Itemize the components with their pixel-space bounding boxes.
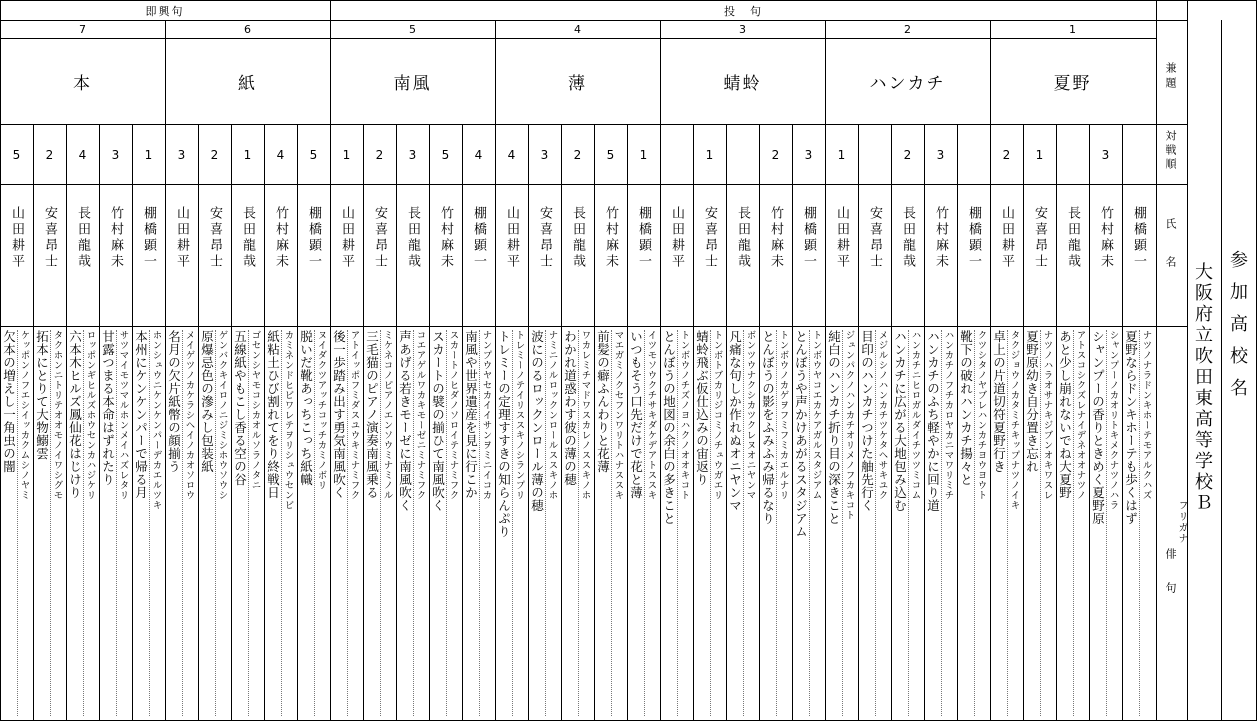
member-name: 安喜昂士 xyxy=(207,206,222,270)
haiku-furigana: ゲンバクキイロノニジミシホウソウシ xyxy=(216,330,228,500)
member-name: 山田耕平 xyxy=(339,206,354,270)
haiku-furigana-divider xyxy=(149,330,150,716)
member-name: 竹村麻未 xyxy=(438,206,453,270)
kendai-title: 紙 xyxy=(238,74,257,94)
haiku-furigana-divider xyxy=(842,330,843,716)
entry-divider xyxy=(594,124,595,720)
haiku-text: とんぼうの地図の余白の多きこと xyxy=(661,330,677,525)
bout-order: 2 xyxy=(903,147,912,162)
haiku-text: 五線紙やもこし香る空の谷 xyxy=(232,330,248,486)
entry-divider xyxy=(1089,124,1090,720)
haiku-furigana: ロッポンギヒルズホウセンカハジケリ xyxy=(84,330,96,500)
haiku-text: 三毛猫のピアノ演奏南風乗る xyxy=(364,330,380,499)
member-name: 山田耕平 xyxy=(504,206,519,270)
bout-order: 5 xyxy=(12,147,21,162)
member-name: 棚橋顕一 xyxy=(1131,206,1146,270)
bout-order: 1 xyxy=(837,147,846,162)
haiku-furigana-divider xyxy=(281,330,282,716)
haiku-furigana-divider xyxy=(314,330,315,716)
haiku-text: 蜻蛉飛ぶ仮仕込みの宙返り xyxy=(694,330,710,486)
haiku-text: いつもそう口先だけで花と薄 xyxy=(628,330,644,499)
bout-order: 1 xyxy=(243,147,252,162)
member-name: 安喜昂士 xyxy=(42,206,57,270)
member-name: 棚橋顕一 xyxy=(636,206,651,270)
bout-order: 2 xyxy=(1002,147,1011,162)
haiku-furigana-divider xyxy=(1106,330,1107,716)
haiku-label: 俳 句 xyxy=(1164,548,1177,599)
haiku-text: わかれ道惑わす彼の薄の穂 xyxy=(562,330,578,486)
member-name: 安喜昂士 xyxy=(867,206,882,270)
haiku-furigana-divider xyxy=(1139,330,1140,716)
label-column-right-border xyxy=(1187,0,1188,721)
label-order-border xyxy=(1156,184,1187,185)
haiku-text: 波にのるロックンロール薄の穂 xyxy=(529,330,545,512)
haiku-text: あと少し崩れないでね大夏野 xyxy=(1057,330,1073,499)
haiku-furigana-divider xyxy=(413,330,414,716)
haiku-furigana: ミケネコノピアノエンソウミナミノル xyxy=(381,330,393,500)
haiku-furigana-divider xyxy=(83,330,84,716)
furigana-label: フリガナ xyxy=(1176,500,1187,544)
haiku-furigana: トンボトブカリジコミノチュウガエリ xyxy=(711,330,723,500)
entry-divider xyxy=(1056,124,1057,720)
member-name: 安喜昂士 xyxy=(1032,206,1047,270)
haiku-text: 卓上の片道切符夏野行き xyxy=(991,330,1007,473)
entry-divider xyxy=(396,124,397,720)
name-label: 氏 名 xyxy=(1164,218,1177,275)
bout-order: 2 xyxy=(375,147,384,162)
haiku-furigana-divider xyxy=(182,330,183,716)
member-name: 棚橋顕一 xyxy=(801,206,816,270)
entry-divider xyxy=(132,124,133,720)
haiku-furigana: ケッポンノフエシイッカクムシノヤミ xyxy=(18,330,30,500)
haiku-furigana: メジルシノハンカチツケタヘサキユク xyxy=(876,330,888,500)
kendai-title: 薄 xyxy=(568,74,587,94)
entry-divider xyxy=(792,124,793,720)
section-number: 3 xyxy=(739,23,746,36)
kendai-label: 兼題 xyxy=(1164,62,1177,92)
haiku-furigana: スカートノヒダノソロイテミナミフク xyxy=(447,330,459,500)
section-number: 7 xyxy=(79,23,86,36)
haiku-furigana: ヌイダクツアッチコッチカミノボリ xyxy=(315,330,327,490)
haiku-text: 拓本にとりて大物鰯雲 xyxy=(34,330,50,460)
section-number: 4 xyxy=(574,23,581,36)
haiku-furigana: ワカレミチマドワスカレノススキノホ xyxy=(579,330,591,500)
member-name: 竹村麻未 xyxy=(108,206,123,270)
member-name: 長田龍哉 xyxy=(1065,206,1080,270)
bout-order: 1 xyxy=(1035,147,1044,162)
entry-divider xyxy=(1122,124,1123,720)
bout-order: 3 xyxy=(177,147,186,162)
entry-divider xyxy=(99,124,100,720)
haiku-furigana: トンボウヤコエカケアガルスタジアム xyxy=(810,330,822,500)
entry-divider xyxy=(726,124,727,720)
haiku-furigana-divider xyxy=(512,330,513,716)
member-name: 竹村麻未 xyxy=(273,206,288,270)
haiku-furigana: メイゲツノカケラシヘイノカオソロウ xyxy=(183,330,195,500)
kendai-title: ハンカチ xyxy=(869,74,946,94)
kendai-title: 本 xyxy=(73,74,92,94)
member-name: 長田龍哉 xyxy=(240,206,255,270)
label-name-border xyxy=(1156,326,1187,327)
haiku-text: 夏野ならドンキホーテも歩くはず xyxy=(1123,330,1139,525)
name-row-border xyxy=(0,326,1156,327)
haiku-furigana: ボンツウナクシカツクレヌオニヤンマ xyxy=(744,330,756,500)
order-label: 対戦順 xyxy=(1164,130,1177,172)
member-name: 棚橋顕一 xyxy=(471,206,486,270)
bout-order: 3 xyxy=(408,147,417,162)
haiku-text: 南風や世界遺産を見に行こか xyxy=(463,330,479,499)
haiku-text: 前髪の癖ふんわりと花薄 xyxy=(595,330,611,473)
bout-order: 1 xyxy=(144,147,153,162)
haiku-furigana-divider xyxy=(446,330,447,716)
haiku-furigana: イツモソウクチサキダケデアトススキ xyxy=(645,330,657,500)
haiku-furigana-divider xyxy=(116,330,117,716)
haiku-text: 原爆忌色の滲みし包装紙 xyxy=(199,330,215,473)
bout-order: 3 xyxy=(540,147,549,162)
haiku-furigana-divider xyxy=(215,330,216,716)
haiku-furigana-divider xyxy=(875,330,876,716)
haiku-text: 欠本の増えし一角虫の闇 xyxy=(1,330,17,473)
haiku-furigana: トレミーノテイリススキノシランプリ xyxy=(513,330,525,500)
haiku-furigana: コエアゲルワカキモーゼニミナミフク xyxy=(414,330,426,500)
bout-order xyxy=(660,125,693,184)
bout-order: 1 xyxy=(705,147,714,162)
haiku-text: 甘露つまる本命はずれたり xyxy=(100,330,116,486)
haiku-furigana-divider xyxy=(809,330,810,716)
entry-divider xyxy=(33,124,34,720)
haiku-text: 名月の欠片紙幣の顔揃う xyxy=(166,330,182,473)
impromptu-header: 即興句 xyxy=(145,4,185,18)
entry-divider xyxy=(264,124,265,720)
bout-order: 4 xyxy=(507,147,516,162)
member-name: 竹村麻未 xyxy=(768,206,783,270)
haiku-text: スカートの襞の揃ひて南風吹く xyxy=(430,330,446,512)
entry-divider xyxy=(462,124,463,720)
entry-divider xyxy=(528,124,529,720)
bout-order: 2 xyxy=(771,147,780,162)
haiku-text: 純白のハンカチ折り目の深きこと xyxy=(826,330,842,525)
haiku-furigana: トンボウノチズノヨハクノオオキコト xyxy=(678,330,690,500)
bout-order: 3 xyxy=(936,147,945,162)
label-column-left-border xyxy=(1156,0,1157,721)
haiku-furigana: アトスコシクズレナイデネオオナツノ xyxy=(1074,330,1086,500)
haiku-text: 脱いだ靴あっちこっち紙幟 xyxy=(298,330,314,486)
haiku-furigana-divider xyxy=(908,330,909,716)
member-name: 棚橋顕一 xyxy=(306,206,321,270)
haiku-furigana-divider xyxy=(1007,330,1008,716)
haiku-furigana: ハンカチニヒロガルダイチツツミコム xyxy=(909,330,921,500)
entry-divider xyxy=(924,124,925,720)
member-name: 長田龍哉 xyxy=(570,206,585,270)
haiku-text: 靴下の破れハンカチ揚々と xyxy=(958,330,974,486)
member-name: 安喜昂士 xyxy=(537,206,552,270)
bout-order xyxy=(858,125,891,184)
kendai-title: 蜻蛉 xyxy=(723,74,762,94)
haiku-furigana-divider xyxy=(17,330,18,716)
haiku-furigana: ナミニノルロックンロールススキノホ xyxy=(546,330,558,500)
kendai-title: 夏野 xyxy=(1053,74,1092,94)
haiku-furigana: マエガミノクセフンワリトハナススキ xyxy=(612,330,624,500)
member-name: 長田龍哉 xyxy=(735,206,750,270)
haiku-text: 声あげる若きモーゼに南風吹く xyxy=(397,330,413,512)
submitted-header: 投 句 xyxy=(724,4,763,18)
entry-divider xyxy=(429,124,430,720)
haiku-text: 六本木ヒルズ鳳仙花はじけり xyxy=(67,330,83,499)
haiku-furigana-divider xyxy=(710,330,711,716)
haiku-furigana-divider xyxy=(347,330,348,716)
entry-divider xyxy=(297,124,298,720)
entry-divider xyxy=(759,124,760,720)
haiku-furigana-divider xyxy=(743,330,744,716)
member-name: 山田耕平 xyxy=(834,206,849,270)
member-name: 長田龍哉 xyxy=(900,206,915,270)
member-name: 竹村麻未 xyxy=(603,206,618,270)
haiku-furigana-divider xyxy=(1073,330,1074,716)
haiku-furigana: クツシタノヤブレハンカチヨウヨウト xyxy=(975,330,987,500)
bout-order: 3 xyxy=(111,147,120,162)
member-name: 竹村麻未 xyxy=(933,206,948,270)
bout-order xyxy=(726,125,759,184)
haiku-furigana: サツマイモツマルホンメイハズレタリ xyxy=(117,330,129,500)
haiku-text: とんぼうや声かけあがるスタジアム xyxy=(793,330,809,538)
haiku-furigana: タクジョウノカタミチキップナツノイキ xyxy=(1008,330,1020,510)
member-name: 棚橋顕一 xyxy=(966,206,981,270)
haiku-furigana-divider xyxy=(974,330,975,716)
bout-order: 2 xyxy=(210,147,219,162)
entry-divider xyxy=(198,124,199,720)
bout-order: 4 xyxy=(276,147,285,162)
haiku-text: 目印のハンカチつけた舳先行く xyxy=(859,330,875,512)
bout-order: 1 xyxy=(342,147,351,162)
haiku-furigana-divider xyxy=(611,330,612,716)
bout-order: 2 xyxy=(573,147,582,162)
haiku-furigana: タクホンニトリテオオモノイワシグモ xyxy=(51,330,63,500)
haiku-text: 後一歩踏み出す勇気南風吹く xyxy=(331,330,347,499)
bout-order: 4 xyxy=(78,147,87,162)
member-name: 山田耕平 xyxy=(9,206,24,270)
haiku-text: 夏野原幼き自分置き忘れ xyxy=(1024,330,1040,473)
entry-divider xyxy=(891,124,892,720)
bout-order: 3 xyxy=(1101,147,1110,162)
haiku-text: 紙粘土ひび割れてをり終戦日 xyxy=(265,330,281,499)
entry-divider xyxy=(957,124,958,720)
haiku-furigana: トンボウノカゲヲフミフミカエルナリ xyxy=(777,330,789,500)
haiku-text: ハンカチに広がる大地包み込む xyxy=(892,330,908,512)
entry-divider xyxy=(627,124,628,720)
bout-order: 5 xyxy=(606,147,615,162)
bout-order xyxy=(1056,125,1089,184)
haiku-furigana-divider xyxy=(677,330,678,716)
haiku-furigana: ハンカチノフチカロヤカニマワリミチ xyxy=(942,330,954,500)
entry-divider xyxy=(1023,124,1024,720)
haiku-furigana-divider xyxy=(776,330,777,716)
haiku-furigana: アトイッポフミダスユウキミナミフク xyxy=(348,330,360,500)
haiku-furigana: シャンプーノカオリトキメクナツノハラ xyxy=(1107,330,1119,510)
haiku-furigana-divider xyxy=(578,330,579,716)
bout-order: 3 xyxy=(804,147,813,162)
section-number: 1 xyxy=(1069,23,1076,36)
haiku-text: シャンプーの香りときめく夏野原 xyxy=(1090,330,1106,525)
bout-order: 1 xyxy=(639,147,648,162)
member-name: 安喜昂士 xyxy=(702,206,717,270)
participating-school-label: 参加高校名 xyxy=(1227,250,1248,410)
haiku-furigana: ジュンパクノハンカチオリメノフカキコト xyxy=(843,330,855,520)
member-name: 長田龍哉 xyxy=(405,206,420,270)
haiku-text: ハンカチのふち軽やかに回り道 xyxy=(925,330,941,512)
label-kendai-border xyxy=(1156,124,1187,125)
member-name: 山田耕平 xyxy=(999,206,1014,270)
member-name: 棚橋顕一 xyxy=(141,206,156,270)
member-name: 長田龍哉 xyxy=(75,206,90,270)
section-number: 6 xyxy=(244,23,251,36)
bout-order: 2 xyxy=(45,147,54,162)
haiku-furigana-divider xyxy=(1040,330,1041,716)
haiku-furigana: ナツノハラオサナキジブンオキワスレ xyxy=(1041,330,1053,500)
haiku-furigana: ホンシュウニケンケンパーデカエルツキ xyxy=(150,330,162,510)
section-number: 5 xyxy=(409,23,416,36)
haiku-furigana-divider xyxy=(479,330,480,716)
haiku-furigana: カミネンドヒビワレテヲリシュウセンビ xyxy=(282,330,294,510)
bout-order: 5 xyxy=(309,147,318,162)
haiku-furigana-divider xyxy=(50,330,51,716)
haiku-furigana: ナンプウヤセカイイサンヲミニイコカ xyxy=(480,330,492,500)
bout-order xyxy=(957,125,990,184)
entry-divider xyxy=(693,124,694,720)
member-name: 山田耕平 xyxy=(669,206,684,270)
bottom-border xyxy=(0,720,1257,721)
kendai-title: 南風 xyxy=(393,74,432,94)
haiku-furigana: ナツノナラドンキホーテモアルクハズ xyxy=(1140,330,1152,500)
haiku-furigana: ゴセンシヤモコシカオルソラノタニ xyxy=(249,330,261,490)
haiku-furigana-divider xyxy=(644,330,645,716)
member-name: 安喜昂士 xyxy=(372,206,387,270)
bout-order xyxy=(1122,125,1155,184)
member-name: 竹村麻未 xyxy=(1098,206,1113,270)
order-row-border xyxy=(0,184,1156,185)
school-column-divider xyxy=(1221,20,1222,721)
entry-divider xyxy=(363,124,364,720)
haiku-text: 凡痛な句しか作れぬオニヤンマ xyxy=(727,330,743,512)
member-name: 山田耕平 xyxy=(174,206,189,270)
bout-order: 5 xyxy=(441,147,450,162)
haiku-text: とんぼうの影をふみふみ帰るなり xyxy=(760,330,776,525)
section-number: 2 xyxy=(904,23,911,36)
haiku-text: 本州にケンケンパーで帰る月 xyxy=(133,330,149,499)
haiku-furigana-divider xyxy=(941,330,942,716)
haiku-furigana-divider xyxy=(248,330,249,716)
haiku-text: トレミーの定理すすきの知らんぷり xyxy=(496,330,512,538)
school-name: 大阪府立吹田東高等学校Ｂ xyxy=(1192,262,1213,514)
entry-divider xyxy=(561,124,562,720)
entry-divider xyxy=(858,124,859,720)
haiku-furigana-divider xyxy=(545,330,546,716)
entry-divider xyxy=(66,124,67,720)
entry-divider xyxy=(231,124,232,720)
haiku-furigana-divider xyxy=(380,330,381,716)
bout-order: 4 xyxy=(474,147,483,162)
